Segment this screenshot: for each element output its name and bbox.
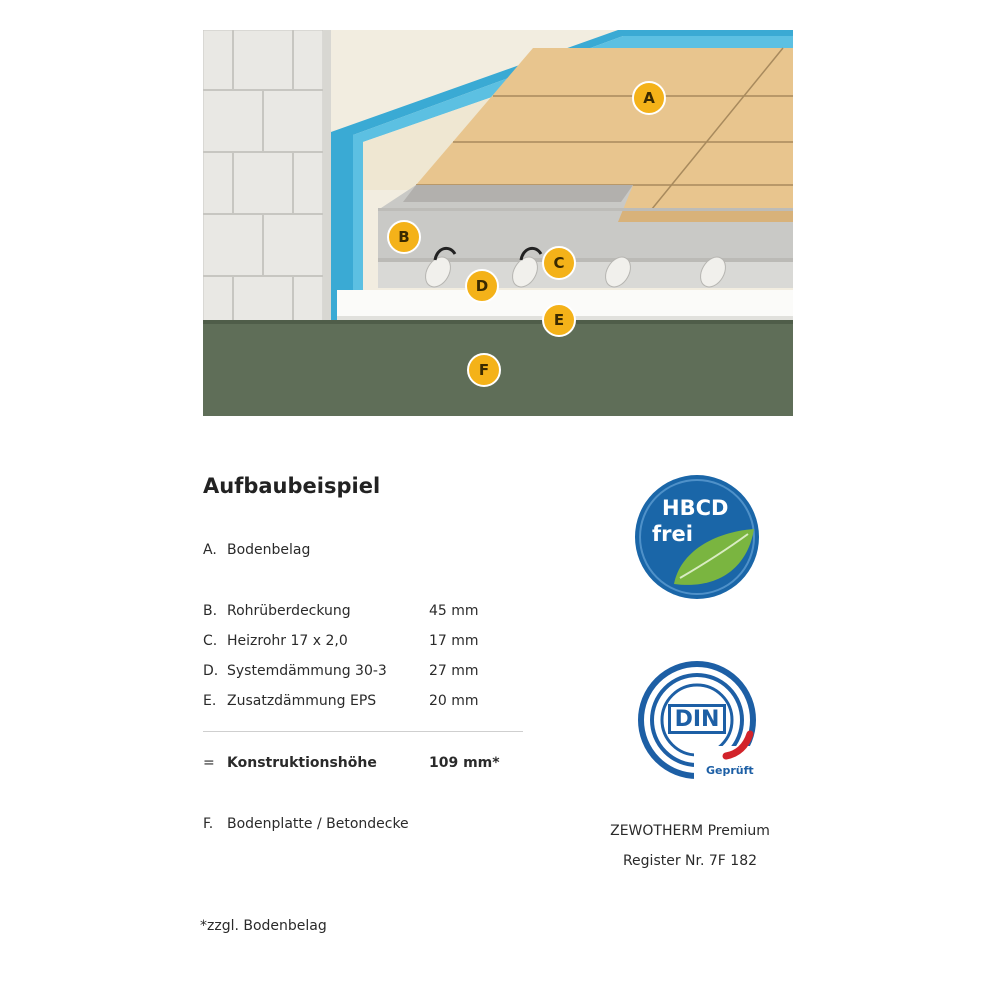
registration-line-1: ZEWOTHERM Premium xyxy=(610,823,770,839)
legend-letter: B. xyxy=(203,603,218,619)
marker-e xyxy=(543,304,575,336)
marker-label: B xyxy=(398,228,410,246)
marker-label: E xyxy=(553,311,565,329)
legend-value: 45 mm xyxy=(429,603,479,619)
brick-wall xyxy=(203,30,331,322)
din-certification-mark xyxy=(634,660,764,790)
legend-name: Systemdämmung 30-3 xyxy=(227,663,387,679)
legend-value: 27 mm xyxy=(429,663,479,679)
legend-letter: E. xyxy=(203,693,217,709)
legend-letter: D. xyxy=(203,663,219,679)
marker-d xyxy=(466,270,498,302)
total-value: 109 mm* xyxy=(429,755,500,771)
marker-f xyxy=(468,354,500,386)
legend-letter: C. xyxy=(203,633,218,649)
legend-value: 20 mm xyxy=(429,693,479,709)
legend-title: Aufbaubeispiel xyxy=(203,474,381,498)
legend-name: Rohrüberdeckung xyxy=(227,603,351,619)
floor-cross-section-illustration xyxy=(203,30,793,416)
marker-label: D xyxy=(475,277,489,295)
din-text: DIN xyxy=(668,704,726,734)
marker-c xyxy=(543,247,575,279)
marker-a xyxy=(633,82,665,114)
total-symbol: = xyxy=(203,755,215,771)
legend-name: Heizrohr 17 x 2,0 xyxy=(227,633,348,649)
hbcd-free-badge xyxy=(634,474,760,600)
total-name: Konstruktionshöhe xyxy=(227,755,377,771)
registration-line-2: Register Nr. 7F 182 xyxy=(622,853,758,869)
marker-label: C xyxy=(553,254,565,272)
hbcd-text: HBCD xyxy=(662,496,729,520)
marker-label: F xyxy=(478,361,490,379)
legend-name: Zusatzdämmung EPS xyxy=(227,693,377,709)
legend-letter: F. xyxy=(203,816,214,832)
hbcd-frei-text: frei xyxy=(652,522,693,546)
geprueft-text: Geprüft xyxy=(706,764,754,777)
footnote: *zzgl. Bodenbelag xyxy=(200,918,327,934)
legend-letter: A. xyxy=(203,542,217,558)
legend-divider xyxy=(203,731,523,732)
legend-value: 17 mm xyxy=(429,633,479,649)
marker-label: A xyxy=(643,89,655,107)
legend-name: Bodenplatte / Betondecke xyxy=(227,816,409,832)
marker-b xyxy=(388,221,420,253)
legend-name: Bodenbelag xyxy=(227,542,311,558)
